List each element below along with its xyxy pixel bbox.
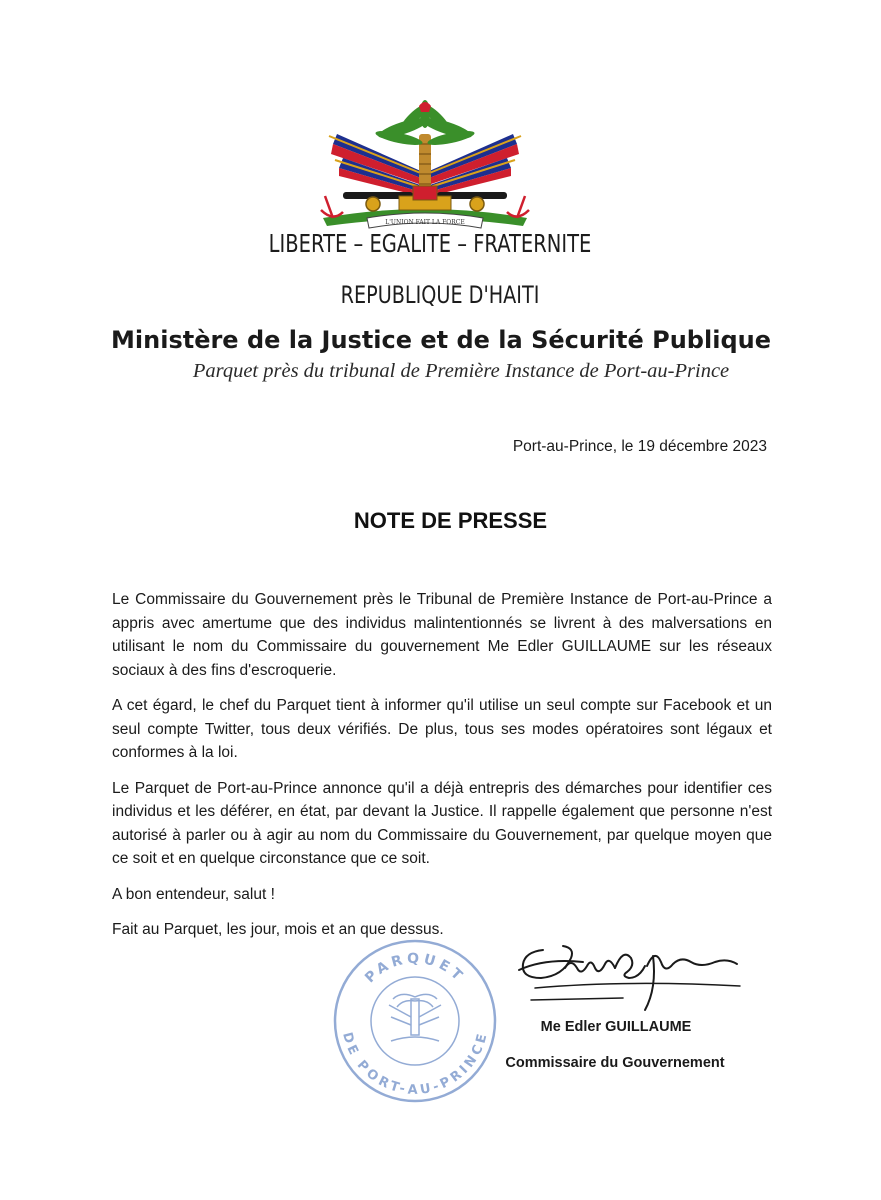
paragraph: Fait au Parquet, les jour, mois et an que dessus. (112, 921, 444, 938)
signatory-name: Me Edler GUILLAUME (540, 1019, 692, 1035)
ministry-name: Ministère de la Justice et de la Sécurité Publique (111, 326, 771, 354)
office-name: Parquet près du tribunal de Première Instance de Port-au-Prince (192, 360, 730, 382)
official-seal-stamp-icon (331, 937, 499, 1105)
paragraph: A bon entendeur, salut ! (112, 885, 275, 903)
country-name: REPUBLIQUE D'HAITI (340, 281, 540, 309)
svg-text:PARQUET: PARQUET (362, 950, 468, 987)
national-motto: LIBERTE – EGALITE – FRATERNITE (268, 229, 592, 258)
haitian-coat-of-arms-icon (303, 100, 547, 234)
svg-text:DE PORT-AU-PRINCE: DE PORT-AU-PRINCE (339, 1030, 491, 1098)
paragraph: Le Parquet de Port-au-Prince annonce qu'il a déjà entrepris des démarches pour identifier ces individus et les déférer, en état, par devant la Justice. Il rappelle également que personne n'est autorisé à parler ou à agir au nom du Commissaire du Gouvernement, par quelque moyen que ce soit et en quelque circonstance que ce soit. (112, 779, 772, 867)
paragraph: Le Commissaire du Gouvernement près le Tribunal de Première Instance de Port-au-Prince a appris avec amertume que des individus malintentionnés se livrent à des malversations en utilisant le nom du Commissaire du gouvernement Me Edler GUILLAUME sur les réseaux sociaux à des fins d'escroquerie. (112, 591, 772, 679)
date-line: Port-au-Prince, le 19 décembre 2023 (512, 438, 767, 455)
paragraph: A cet égard, le chef du Parquet tient à informer qu'il utilise un seul compte sur Facebook et un seul compte Twitter, tous deux vérifiés. De plus, tous ses modes opératoires sont légaux et conformes à la loi. (112, 697, 772, 761)
svg-text:L'UNION FAIT LA FORCE: L'UNION FAIT LA FORCE (385, 219, 465, 226)
document-title: NOTE DE PRESSE (353, 508, 548, 533)
document-body (112, 588, 772, 954)
signatory-role: Commissaire du Gouvernement (505, 1055, 725, 1071)
handwritten-signature-icon (505, 928, 745, 1023)
